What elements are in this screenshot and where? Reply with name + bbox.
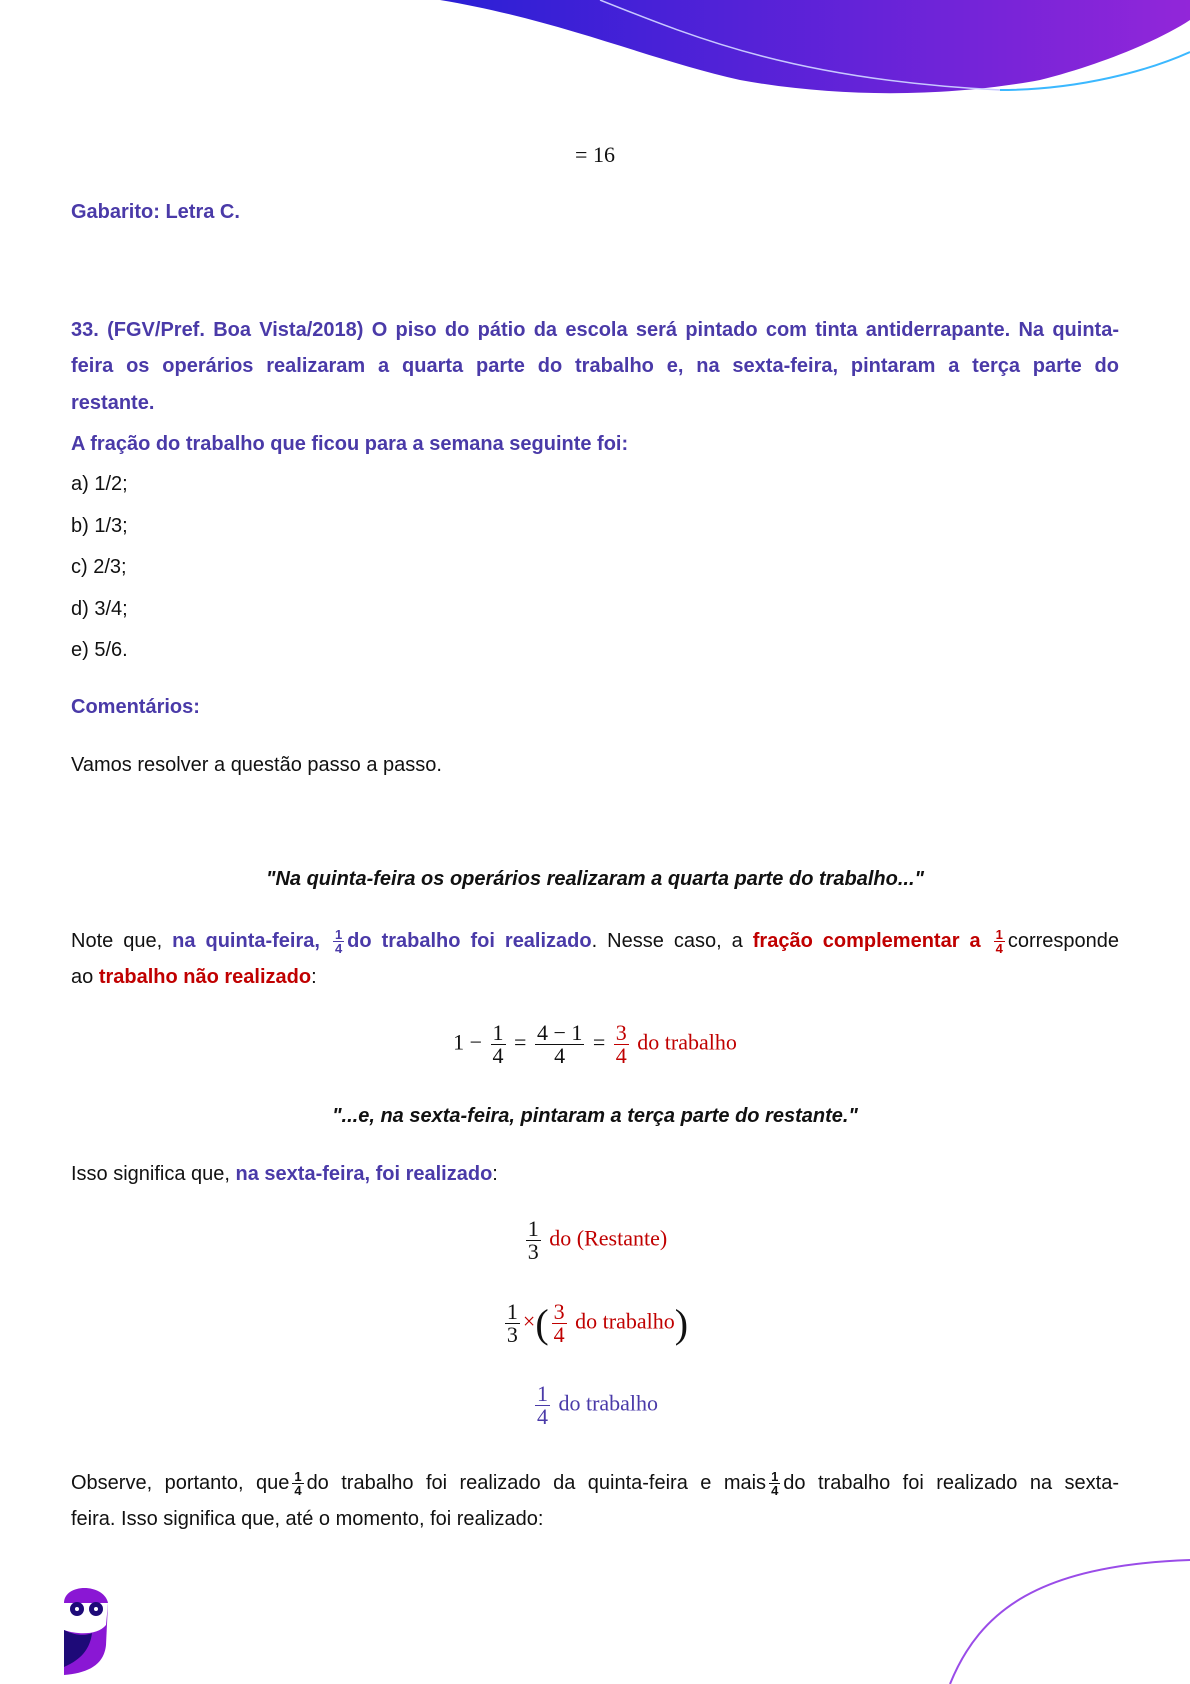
text: ao (71, 966, 99, 988)
text: Observe, portanto, que (71, 1472, 290, 1494)
result-equation: = 16 (575, 142, 615, 167)
option-e: e) 5/6. (71, 639, 128, 661)
fraction-one-quarter: $\frac{1}{4}$ (771, 1469, 779, 1499)
option-b: b) 1/3; (71, 515, 128, 537)
fraction-one-quarter: $\frac{1}{4}$ (294, 1469, 302, 1499)
text: . Nesse caso, a (591, 930, 753, 952)
header-wave-decoration (0, 0, 1190, 100)
option-d: d) 3/4; (71, 598, 128, 620)
highlight-not-done: trabalho não realizado (98, 966, 312, 988)
observe-line-2: feira. Isso significa que, até o momento, foi realizado: (71, 1508, 544, 1530)
quote-thursday: "Na quinta-feira os operários realizaram a quarta parte do trabalho..." (265, 868, 925, 890)
question-line-1 (71, 318, 1119, 342)
highlight-thursday: na quinta-feira, (172, 930, 330, 952)
equation-complement: 1 − $\frac{1}{4}$ = $\frac{4 - 1}{4}$ = $\frac{3}{4}$ do trabalho (453, 1020, 737, 1068)
equation-product: $\frac{1}{3}$ ×( $\frac{3}{4}$ do trabalho) (506, 1299, 689, 1347)
text: : (492, 1163, 498, 1185)
question-text: (FGV/Pref. Boa Vista/2018) O piso do pátio da escola será pintado com tinta antiderrapante. Na quinta- (107, 319, 1119, 341)
fraction-one-quarter: $\frac{1}{4}$ (995, 927, 1003, 957)
highlight-complement: fração complementar a (752, 930, 991, 952)
text: Isso significa que, (71, 1163, 236, 1185)
equation-third-of-rest: $\frac{1}{3}$ do (Restante) (527, 1216, 668, 1264)
friday-paragraph (71, 1162, 1119, 1186)
comments-intro: Vamos resolver a questão passo a passo. (71, 754, 442, 776)
question-line-2: feira os operários realizaram a quarta parte do trabalho e, na sexta-feira, pintaram a terça parte do (71, 355, 1119, 377)
quote-friday: "...e, na sexta-feira, pintaram a terça parte do restante." (332, 1105, 858, 1127)
owl-logo-icon (58, 1575, 118, 1675)
text: corresponde (1007, 930, 1120, 952)
fraction-one-quarter: $\frac{1}{4}$ (334, 927, 343, 957)
text: do trabalho foi realizado na sexta- (783, 1472, 1119, 1494)
option-a: a) 1/2; (71, 473, 128, 495)
comments-title: Comentários: (71, 696, 200, 718)
question-line-3: restante. (71, 392, 155, 414)
text: Note que, (71, 930, 173, 952)
question-number: 33. (71, 319, 99, 341)
text: do trabalho foi realizado da quinta-feira e mais (306, 1472, 767, 1494)
footer-wave-decoration (940, 1550, 1190, 1684)
note-paragraph-line-1 (71, 926, 1119, 956)
question-prompt: A fração do trabalho que ficou para a semana seguinte foi: (71, 433, 629, 455)
note-paragraph-line-2 (71, 965, 1119, 989)
observe-line-1 (71, 1468, 1119, 1498)
previous-answer: Gabarito: Letra C. (71, 201, 240, 223)
equation-result: $\frac{1}{4}$ do trabalho (536, 1381, 659, 1429)
text: : (311, 966, 317, 988)
highlight-friday: na sexta-feira, foi realizado (235, 1163, 493, 1185)
highlight-done: do trabalho foi realizado (347, 930, 592, 952)
option-c: c) 2/3; (71, 556, 127, 578)
